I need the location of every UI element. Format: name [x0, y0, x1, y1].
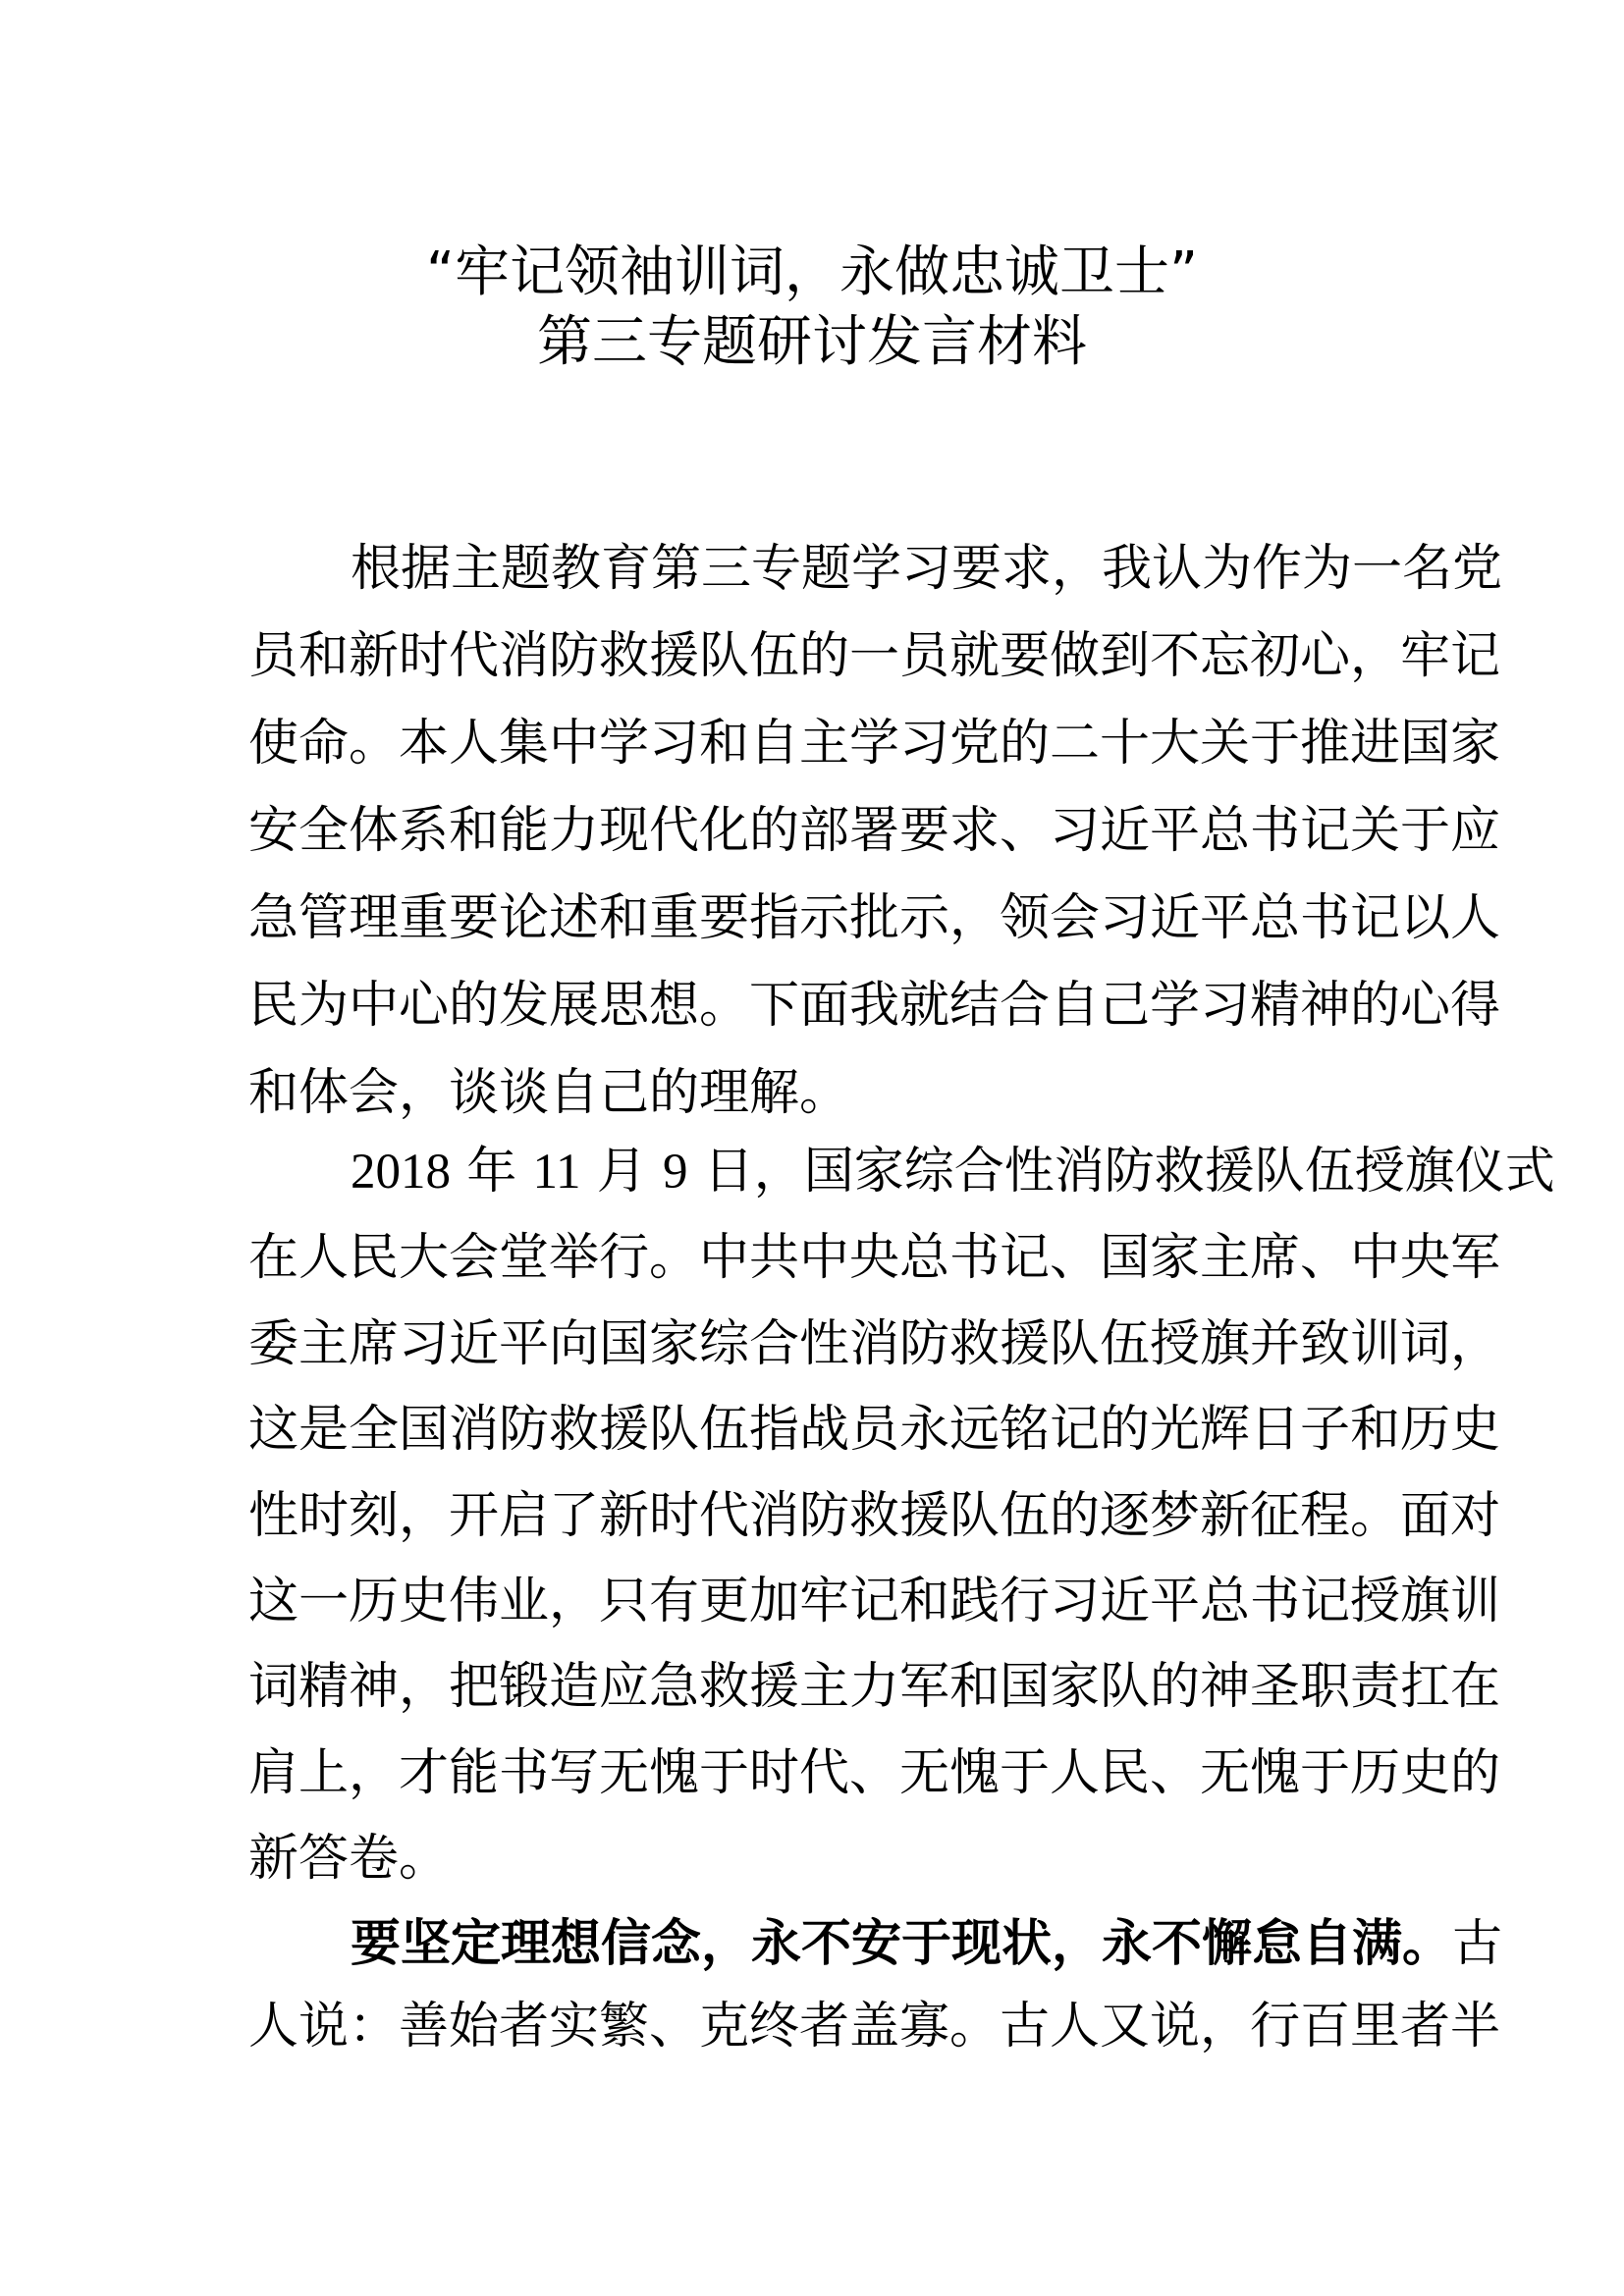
bold-lead-sentence: 要坚定理想信念，永不安于现状，永不懈怠自满。: [351, 1915, 1453, 1973]
date-month: 11: [532, 1145, 581, 1200]
text-line: 使命。本人集中学习和自主学习党的二十大关于推进国家: [248, 715, 1501, 773]
text-line: 根据主题教育第三专题学习要求，我认为作为一名党: [351, 540, 1503, 598]
text-line: 性时刻，开启了新时代消防救援队伍的逐梦新征程。面对: [248, 1486, 1501, 1545]
text-line: 员和新时代消防救援队伍的一员就要做到不忘初心，牢记: [248, 627, 1501, 685]
date-month-unit: 月: [596, 1143, 647, 1201]
text-line: 在人民大会堂举行。中共中央总书记、国家主席、中央军: [248, 1229, 1501, 1288]
text-line: 这是全国消防救援队伍指战员永远铭记的光辉日子和历史: [248, 1401, 1501, 1460]
document-title-line-1: “牢记领袖训词，永做忠诚卫士”: [425, 240, 1199, 304]
text-line: 人说：善始者实繁、克终者盖寡。古人又说，行百里者半: [248, 1998, 1501, 2056]
text-line-rest: 古: [1452, 1915, 1503, 1973]
text-line: 和体会，谈谈自己的理解。: [248, 1064, 850, 1122]
document-title-line-2: 第三专题研讨发言材料: [537, 310, 1087, 374]
paragraph-1: [248, 525, 1503, 1137]
paragraph-3: [248, 1903, 1503, 2068]
text-line: 这一历史伟业，只有更加牢记和践行习近平总书记授旗训: [248, 1573, 1501, 1631]
text-line: 委主席习近平向国家综合性消防救援队伍授旗并致训词，: [248, 1314, 1501, 1373]
text-line-rest: 日，国家综合性消防救援队伍授旗仪式: [703, 1143, 1555, 1201]
text-line: 词精神，把锻造应急救援主力军和国家队的神圣职责扛在: [248, 1658, 1501, 1717]
text-line: [248, 1903, 1503, 1986]
text-line-date: [248, 1129, 1555, 1215]
text-line: 急管理重要论述和重要指示批示，领会习近平总书记以人: [248, 889, 1501, 947]
date-year: 2018: [351, 1145, 451, 1200]
text-line: 民为中心的发展思想。下面我就结合自己学习精神的心得: [248, 977, 1501, 1035]
text-line: 肩上，才能书写无愧于时代、无愧于人民、无愧于历史的: [248, 1743, 1501, 1802]
text-line: 新答卷。: [248, 1830, 450, 1889]
date-day: 9: [663, 1145, 688, 1200]
date-year-unit: 年: [466, 1143, 517, 1201]
paragraph-2: [248, 1129, 1555, 1902]
text-line: 安全体系和能力现代化的部署要求、习近平总书记关于应: [248, 802, 1501, 860]
